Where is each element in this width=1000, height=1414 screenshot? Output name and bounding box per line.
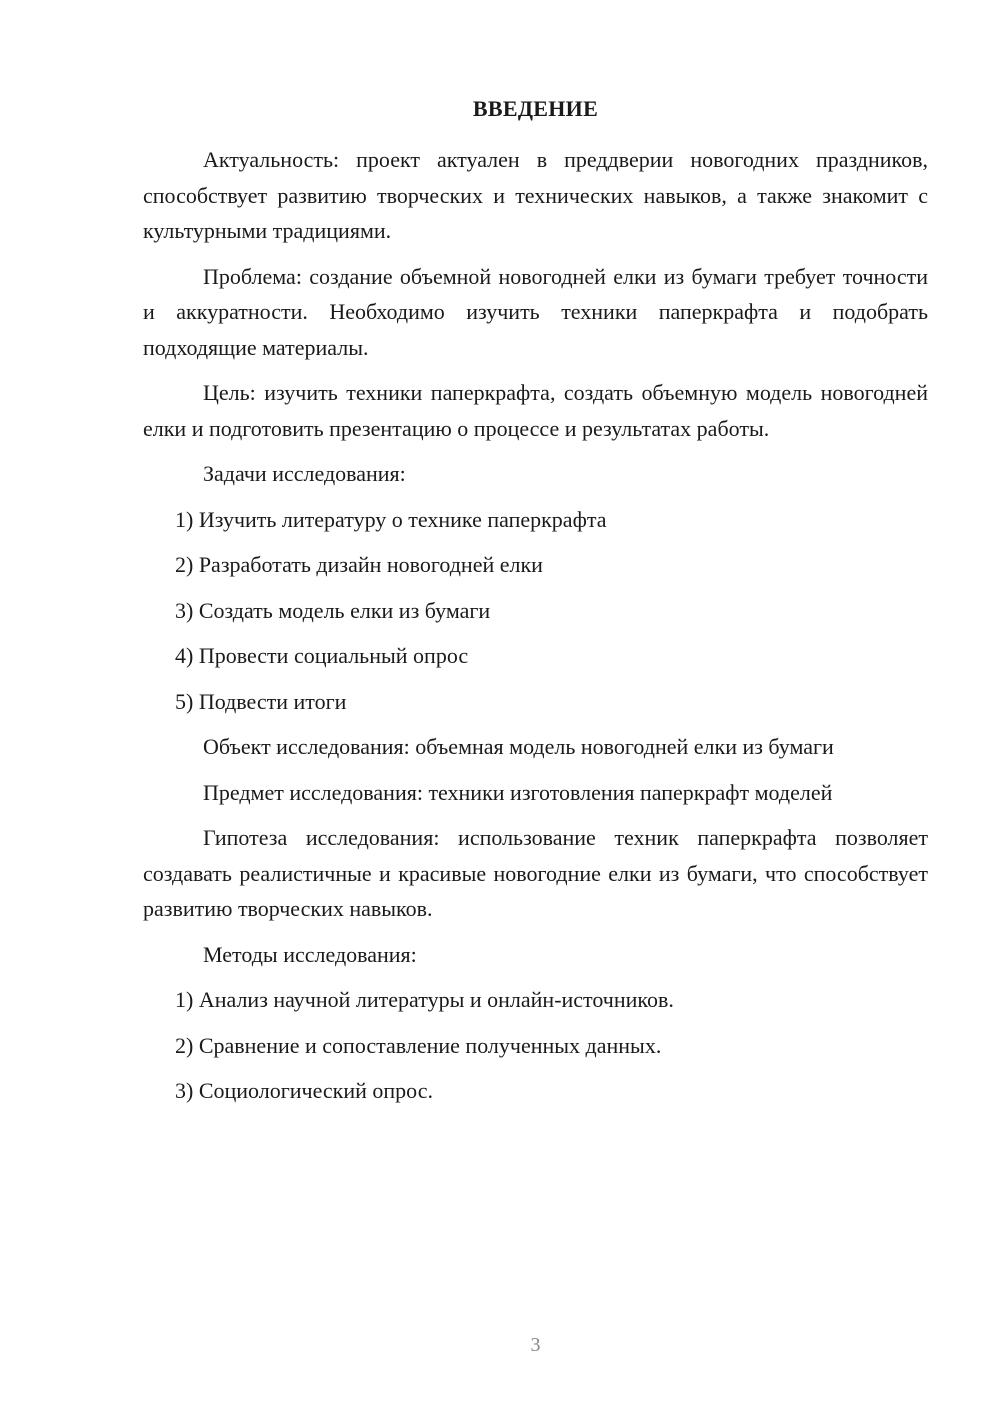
relevance-paragraph: Актуальность: проект актуален в преддверии новогодних праздников, способствует развитию творческих и технических навыков, а также знакомит с культурными традициями. bbox=[143, 147, 928, 243]
tasks-list bbox=[143, 502, 928, 720]
task-item: 5) Подвести итоги bbox=[175, 688, 347, 714]
section-title: ВВЕДЕНИЕ bbox=[472, 96, 599, 121]
page-number: 3 bbox=[530, 1334, 541, 1356]
document-page bbox=[143, 0, 928, 1414]
subject-paragraph: Предмет исследования: техники изготовления паперкрафт моделей bbox=[203, 779, 833, 805]
method-item: 3) Социологический опрос. bbox=[175, 1078, 433, 1103]
problem-paragraph: Проблема: создание объемной новогодней елки из бумаги требует точности и аккуратности. Необходимо изучить техники паперкрафта и подобрать подходящие материалы. bbox=[143, 263, 928, 360]
task-item: 2) Разработать дизайн новогодней елки bbox=[175, 552, 543, 577]
methods-heading: Методы исследования: bbox=[203, 941, 417, 967]
method-item: 1) Анализ научной литературы и онлайн-источников. bbox=[175, 987, 674, 1012]
method-item: 2) Сравнение и сопоставление полученных данных. bbox=[175, 1032, 662, 1058]
task-item: 4) Провести социальный опрос bbox=[175, 643, 469, 668]
goal-paragraph: Цель: изучить техники паперкрафта, создать объемную модель новогодней елки и подготовить презентацию о процессе и результатах работы. bbox=[143, 380, 928, 441]
introduction-body bbox=[143, 142, 928, 1119]
methods-list bbox=[143, 982, 928, 1109]
tasks-heading: Задачи исследования: bbox=[203, 461, 406, 486]
hypothesis-paragraph: Гипотеза исследования: использование техник паперкрафта позволяет создавать реалистичные и красивые новогодние елки из бумаги, что способствует развитию творческих навыков. bbox=[143, 825, 928, 921]
object-paragraph: Объект исследования: объемная модель новогодней елки из бумаги bbox=[203, 734, 834, 759]
task-item: 3) Создать модель елки из бумаги bbox=[175, 597, 491, 623]
task-item: 1) Изучить литературу о технике паперкрафта bbox=[175, 506, 607, 532]
